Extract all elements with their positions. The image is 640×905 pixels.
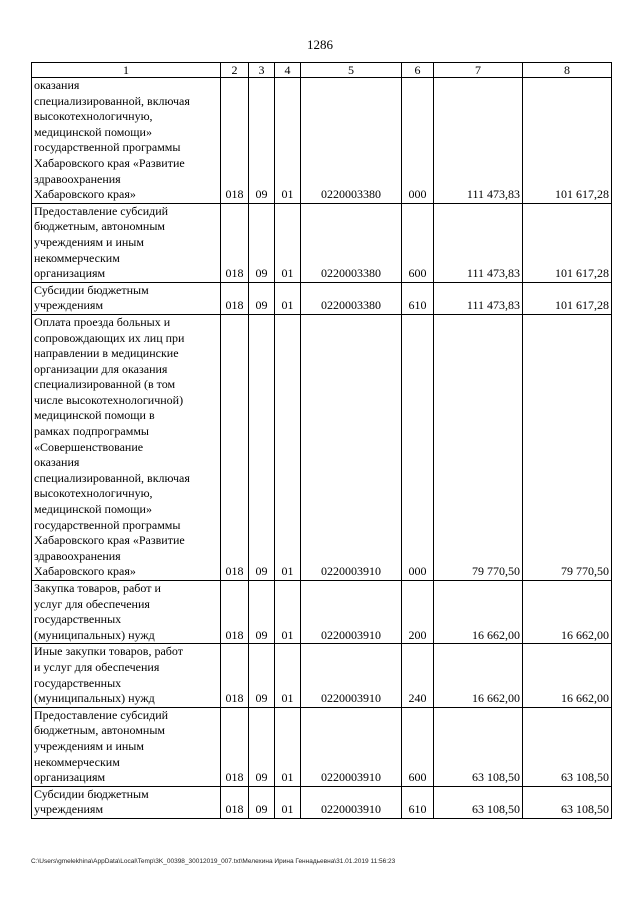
expense-type-cell: 000	[402, 314, 434, 580]
table-row	[32, 203, 612, 282]
section-cell: 09	[249, 707, 275, 786]
description-line: Хабаровского края «Развитие	[34, 533, 185, 548]
description-line: сопровождающих их лиц при	[34, 330, 185, 345]
description-line: Оплата проезда больных и	[34, 314, 171, 329]
expense-type-cell: 610	[402, 786, 434, 818]
row-description	[32, 644, 221, 707]
target-article-cell: 0220003380	[301, 282, 402, 314]
row-description	[32, 282, 221, 314]
expense-type-cell: 610	[402, 282, 434, 314]
description-line: специализированной (в том	[34, 377, 176, 392]
description-line: организации для оказания	[34, 361, 168, 376]
executed-amount-cell: 16 662,00	[523, 644, 612, 707]
admin-code-cell: 018	[221, 786, 249, 818]
description-line: (муниципальных) нужд	[34, 627, 155, 642]
description-line: Хабаровского края»	[34, 187, 136, 202]
expense-type-cell: 200	[402, 581, 434, 644]
description-line: числе высокотехнологичной)	[34, 392, 184, 407]
subsection-cell: 01	[275, 282, 301, 314]
target-article-cell: 0220003910	[301, 581, 402, 644]
approved-amount-cell: 16 662,00	[434, 644, 523, 707]
target-article-cell: 0220003910	[301, 707, 402, 786]
column-header: 1	[32, 63, 221, 78]
target-article-cell: 0220003380	[301, 78, 402, 204]
target-article-cell: 0220003910	[301, 644, 402, 707]
description-line: направлении в медицинские	[34, 346, 179, 361]
description-line: медицинской помощи в	[34, 408, 155, 423]
description-line: государственной программы	[34, 140, 181, 155]
column-header-row	[32, 63, 612, 78]
column-header: 6	[402, 63, 434, 78]
section-cell: 09	[249, 644, 275, 707]
row-description	[32, 78, 221, 204]
description-line: учреждениям	[34, 802, 104, 817]
row-description	[32, 203, 221, 282]
description-line: Хабаровского края»	[34, 564, 136, 579]
subsection-cell: 01	[275, 314, 301, 580]
description-line: (муниципальных) нужд	[34, 691, 155, 706]
executed-amount-cell: 63 108,50	[523, 786, 612, 818]
table-row	[32, 581, 612, 644]
description-line: рамках подпрограммы	[34, 424, 149, 439]
description-line: бюджетным, автономным	[34, 723, 165, 738]
approved-amount-cell: 63 108,50	[434, 707, 523, 786]
description-line: Закупка товаров, работ и	[34, 581, 161, 595]
target-article-cell: 0220003380	[301, 203, 402, 282]
column-header: 8	[523, 63, 612, 78]
description-line: оказания	[34, 78, 80, 92]
executed-amount-cell: 101 617,28	[523, 203, 612, 282]
description-line: услуг для обеспечения	[34, 596, 150, 611]
description-line: некоммерческим	[34, 250, 120, 265]
approved-amount-cell: 111 473,83	[434, 203, 523, 282]
section-cell: 09	[249, 203, 275, 282]
admin-code-cell: 018	[221, 644, 249, 707]
approved-amount-cell: 63 108,50	[434, 786, 523, 818]
executed-amount-cell: 101 617,28	[523, 282, 612, 314]
table-row	[32, 282, 612, 314]
expense-type-cell: 240	[402, 644, 434, 707]
description-line: учреждениям и иным	[34, 234, 144, 249]
admin-code-cell: 018	[221, 581, 249, 644]
subsection-cell: 01	[275, 581, 301, 644]
admin-code-cell: 018	[221, 707, 249, 786]
section-cell: 09	[249, 78, 275, 204]
description-line: медицинской помощи»	[34, 124, 152, 139]
description-line: Субсидии бюджетным	[34, 786, 149, 801]
description-line: государственных	[34, 675, 122, 690]
table-row	[32, 707, 612, 786]
description-line: Хабаровского края «Развитие	[34, 155, 185, 170]
column-header: 5	[301, 63, 402, 78]
section-cell: 09	[249, 314, 275, 580]
description-line: высокотехнологичную,	[34, 486, 153, 501]
subsection-cell: 01	[275, 786, 301, 818]
column-header: 2	[221, 63, 249, 78]
executed-amount-cell: 79 770,50	[523, 314, 612, 580]
description-line: здравоохранения	[34, 171, 121, 186]
table-row	[32, 314, 612, 580]
row-description	[32, 314, 221, 580]
description-line: специализированной, включая	[34, 93, 190, 108]
subsection-cell: 01	[275, 707, 301, 786]
admin-code-cell: 018	[221, 78, 249, 204]
section-cell: 09	[249, 786, 275, 818]
row-description	[32, 581, 221, 644]
target-article-cell: 0220003910	[301, 314, 402, 580]
executed-amount-cell: 63 108,50	[523, 707, 612, 786]
approved-amount-cell: 16 662,00	[434, 581, 523, 644]
subsection-cell: 01	[275, 203, 301, 282]
column-header: 4	[275, 63, 301, 78]
description-line: бюджетным, автономным	[34, 219, 165, 234]
description-line: Субсидии бюджетным	[34, 282, 149, 297]
expense-type-cell: 600	[402, 707, 434, 786]
description-line: специализированной, включая	[34, 470, 190, 485]
description-line: и услуг для обеспечения	[34, 659, 160, 674]
approved-amount-cell: 111 473,83	[434, 282, 523, 314]
approved-amount-cell: 111 473,83	[434, 78, 523, 204]
approved-amount-cell: 79 770,50	[434, 314, 523, 580]
description-line: организациям	[34, 770, 106, 785]
table-row	[32, 644, 612, 707]
row-description	[32, 707, 221, 786]
section-cell: 09	[249, 282, 275, 314]
table-row	[32, 786, 612, 818]
description-line: некоммерческим	[34, 754, 120, 769]
description-line: Предоставление субсидий	[34, 203, 169, 218]
admin-code-cell: 018	[221, 282, 249, 314]
description-line: государственной программы	[34, 517, 181, 532]
description-line: учреждениям и иным	[34, 738, 144, 753]
description-line: Иные закупки товаров, работ	[34, 644, 183, 659]
description-line: Предоставление субсидий	[34, 707, 169, 722]
expense-type-cell: 600	[402, 203, 434, 282]
description-line: «Совершенствование	[34, 439, 144, 454]
file-path-footer: C:\Users\gmelekhina\AppData\Local\Temp\3K_00398_30012019_007.txt\Мелехина Ирина Геннадьевна\31.01.2019 11:56:23	[31, 858, 396, 865]
target-article-cell: 0220003910	[301, 786, 402, 818]
page-number: 1286	[307, 37, 333, 52]
description-line: оказания	[34, 455, 80, 470]
column-header: 3	[249, 63, 275, 78]
subsection-cell: 01	[275, 78, 301, 204]
description-line: медицинской помощи»	[34, 502, 152, 517]
description-line: государственных	[34, 612, 122, 627]
section-cell: 09	[249, 581, 275, 644]
description-line: здравоохранения	[34, 548, 121, 563]
column-header: 7	[434, 63, 523, 78]
executed-amount-cell: 16 662,00	[523, 581, 612, 644]
executed-amount-cell: 101 617,28	[523, 78, 612, 204]
row-description	[32, 786, 221, 818]
description-line: высокотехнологичную,	[34, 109, 153, 124]
admin-code-cell: 018	[221, 203, 249, 282]
subsection-cell: 01	[275, 644, 301, 707]
budget-table	[31, 62, 612, 819]
description-line: учреждениям	[34, 298, 104, 313]
expense-type-cell: 000	[402, 78, 434, 204]
table-row	[32, 78, 612, 204]
admin-code-cell: 018	[221, 314, 249, 580]
description-line: организациям	[34, 266, 106, 281]
